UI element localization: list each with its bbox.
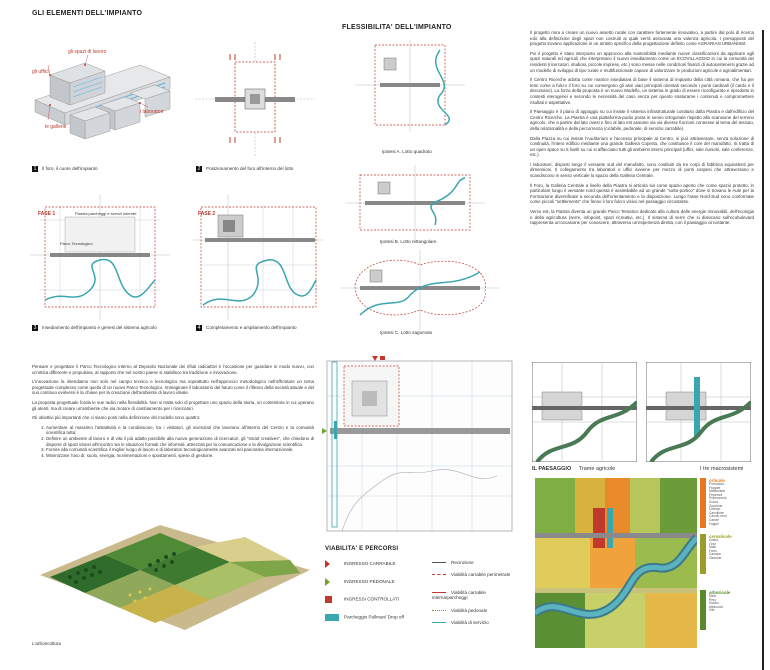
viabilita-map [322,356,517,536]
building-isometric [30,45,180,155]
right-text-column [530,30,754,230]
legend-servizio: Viabilità di servizio [432,620,522,632]
paesaggio-axon-2 [646,362,751,462]
macrosistemi-list [700,478,758,640]
label-uffici: gli uffici [32,69,49,75]
step-3: 3 Insediamento dell'impianto e genesi del sistema agricolo [33,325,157,331]
right-para-2: Poi il progetto è stato interposto un approccio alla sostenibilità mediante nuove classificazioni da applicare agli spazi naturali ed agricoli che interpretano il nuovo insediamento come un ECOVILLAGGIO in cui la comunità dei residenti (ricercatori, studiosi, piccole imprese, etc.) sono messe nelle condizioni finanzi di autosostenersi grazie ad un modello di sviluppo di tipo rurale e multifunzionale capace di valorizzare le produzioni agricole e agroalimentari. [530,50,754,73]
legend-recinzione: Recinzione [432,560,522,572]
label-gallerie: le gallerie [45,124,67,130]
macro-cerealicole-swatch [700,534,706,574]
paesaggio-title: IL PAESAGGIO [532,466,572,472]
objective-3: 3. Fornire alla comunità scientifica il miglior luogo di lavoro e di laboratori tecnologicamente avanzati nel panorama internazionale; [46,447,314,453]
legend-ingressi-controllati: INGRESSI CONTROLLATI [325,596,425,614]
arboricoltura-caption: L'arboricoltura [32,641,61,646]
trame-agricole: Trame agricole [578,466,616,472]
right-para-1: Il progetto mira a creare un nuovo assetto rurale con carattere fortemente innovativo, a partire dal polo di ricerca edo alla definizione degli spazi non costruiti ai quali verrà associata una valenza agricola. I presupposti del progetto trovano applicazione in un ambito specifico della progettazione definito come AGRARIAN URBANISM. [530,30,754,47]
flex-hypotheses [340,40,510,340]
trame-agricole-map [535,478,697,648]
left-text-column [32,364,314,458]
left-para-4: Gli obiettivi più importanti che ci siamo posti nella definizione del modello sono quattro: [32,415,201,421]
phase1-piastra: Piastra parcheggi e servizi interrati [75,211,137,216]
phase1-parco: Parco Tecnologico [60,241,93,246]
right-para-6: I laboratori, disposti lungo il versante sud del manufatto, sono costituiti da tre corpi di fabbrica equivalenti per dimensioni. Il collegamento tra laboratori e uffici avviene per mezzo di ponti sospesi che attraversano e scandiscono in senso verticale lo spazio della Galleria Centrale. [530,161,754,179]
right-para-7: Il Foro, la Galleria Centrale a livello della Piastra si articola sia come spazio aperto che come spazio protetto, in particolare lungo il versante nord questa è assimilabile ad un grande "sotto-portico" dove si trovano le Aule per la Formazione diversificate a seconda dell'orientamento e la disposizione. Lungo l'asse Nord-Sud sono conformate come piccoli "settlements" che fanno il loro fulcro visivo nel passaggio circostante. [530,182,754,205]
step-4: 4 Completamento e ampliamento dell'impianto [197,325,297,331]
right-para-5: Dalla Piazza su cui insiste l'Auditorium e l'accesso principale al Centro, si può attraversare, senza soluzione di continuità, l'intero edificio mediante una grande Galleria Coperta, che costituisce il core del manufatto. Si tratta di un open space su 5 livelli su cui si affacciano tutti gli ambienti interni principali (uffici, sale riunioni, sale conferenze, etc.). [530,135,754,158]
label-laboratori: i laboratori [140,109,164,115]
right-para-3: Il Centro Ricerche adotta come matrice insediativa di base il sistema di impianto della città romana, che ha per temi come a fulcro il foro su cui convergono gli assi viari principali orientati secondo i punti cardinali (il cardo e il decumano). La forza della proposta è un nuovo Modello, un sistema in grado di essere riconfigurato e riprodotto in contesti eterogenei e secondo le necessità del caso senza per questo snaturarne i contenuti e compromettere risultati e aspettative. [530,77,754,105]
tre-macrosistemi: I tre macrosistemi [700,466,744,472]
phase2-label: FASE 2 [198,211,216,217]
paesaggio-axon-1 [532,362,637,462]
viabilita-title: VIABILITA' E PERCORSI [325,546,399,552]
macro-arboricole: arboricole Melo Pero Susino Albicocco Vite [700,590,758,640]
elements-title: GLI ELEMENTI DELL'IMPIANTO [32,10,143,17]
objective-1: 1. Aumentare al massimo l'attrattività e la condivisione, tra i visitatori, gli scienziati che lavorano all'interno del Centro e la comunità scientifica tutta; [46,425,314,436]
legend-right [432,560,522,632]
hypothesis-b: Ipotesi B. Lotto rettangolare [380,239,437,244]
legend-interna: Viabilità carrabile interna/parcheggi [432,590,486,600]
legend-ingresso-pedonale: INGRESSO PEDONALE [325,578,425,596]
legend-ingresso-carrabile: INGRESSO CARRABILE [325,560,425,578]
macro-arboricole-swatch [700,590,706,630]
left-intro: Pensare e progettare il Parco Tecnologico interno al Deposito Nazionale dei rifiuti radioattivi è l'occasione per guardare in modo nuovo, con un'ottica differente e propulsiva, al rapporto che nel nostro paese si stabilisce tra tradizione e innovazione. [32,364,314,375]
phase1-label: FASE 1 [38,211,56,217]
step-1: 1 Il foro, il cuore dell'impianto [33,166,98,172]
macro-orticole: orticole Pomodoro Fragole Melanzane Peperoni Peperoncini Zucca Zucchine Cetriolo Cavolfiore Cavolo nero Carote Fagioli [700,478,758,534]
macro-orticole-swatch [700,478,706,528]
step2-diagram [195,42,315,157]
objectives-list [32,425,314,459]
left-para-3: La proposta progettuale fonda le sue radici nella flessibilità. Non si tratta solo di progettare uno spazio della storia, un contenitore in cui operano gli utenti, ma di creare un'ambiente che sia motore di cambiamento per i ricercatori. [32,399,314,411]
step-2: 2 Posizionamento del foro all'interno del lotto [197,166,294,172]
legend-perimetrale: Viabilità carrabile perimetrale [432,572,522,590]
objective-4: 4. Minimizzare l'uso di: suolo, energia, movimentazioni e spostamenti, spese di gestione. [46,453,314,459]
left-para-2: L'innovazione la intendiamo non solo nel campo tecnico e tecnologico ma soprattutto nell'approccio metodologico nell'affrontare un tema progettuale complesso come quello di un nuovo Parco Tecnologico. Immaginare il laboratorio del futuro come il riflesso della società attuale e del suo continuo evolversi è la chiave per la creazione dell'ambiente di lavoro ideale. [32,379,314,396]
legend-left [325,560,425,632]
objective-2: 2. Definire un ambiente di lavoro e di vita il più adatto possibile alla nuova generazione di ricercatori, gli "smart creatives", che chiedono di disporre di spazi idonei all'incontro sia in situazioni formali che informali, attrezzati per la comunicazione e la divulgazione scientifica. [46,436,314,447]
right-para-8: Verso est, la Piastra diventa un grande Parco Tematico dedicato alla cultura delle energie rinnovabili, dell'ecologia e della agricoltura (serre, infopoint, spazi ricreativi, etc.). Il sistema di serre che si dislocano sull'ecobulevard rappresenta un'occasione per conoscere, attraverso un'esperienza diretta, con il passaggio circostante. [530,209,754,226]
label-spazi-lavoro: gli spazi di lavoro [68,49,107,55]
flex-title: FLESSIBILITA' DELL'IMPIANTO [342,24,452,31]
macro-cerealicole: cerealicole Grano Orzo Mais Farro Canapa Girasole [700,534,758,590]
hypothesis-a: Ipotesi A. Lotto quadrato [382,149,432,154]
right-para-4: Il Paesaggio è il piano di appoggio su cui insiste il sistema infrastrutturale costituito dalla Piastra e dall'edificio del Centro Ricerche. La Piastra è una piattaforma-podio posta in senso ortogonale rispetto alla scansione del terreno agricolo, che a partire dal lato ovest e fino al lato est assume via via diverse funzioni connesse al tema del tessuto, della relazionalità e della percorrenza (ciclabile, pedonale, di servizio carrabile). [530,109,754,131]
legend-pedonale: Viabilità pedonale [432,608,522,620]
legend-parcheggio: Parcheggio Pullman/ Drop off [325,614,425,632]
paesaggio-header [532,466,615,472]
hypothesis-c: Ipotesi C. Lotto sagomato [380,330,433,335]
arboricoltura-aerial [30,515,315,640]
right-edge-bar [762,30,764,670]
